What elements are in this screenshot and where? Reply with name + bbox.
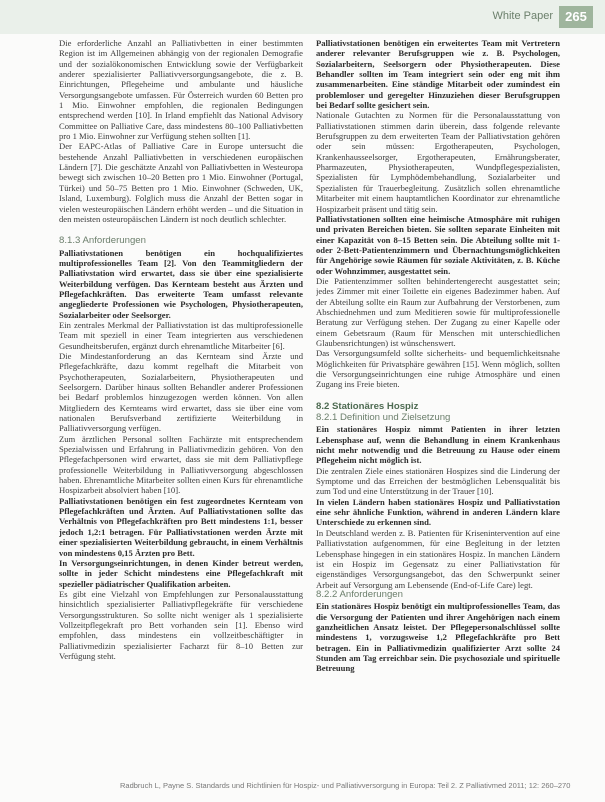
paragraph: Die Patientenzimmer sollten behindertengerecht ausgestattet sein; jedes Zimmer mit einer Toilette ein eigenes Badezimmer haben. Auf der Abteilung sollte ein Raum zur Aufbahrung der Verstorbenen, zum Abschiednehmen und zum Meditieren sowie für multiprofessionelle Beratung zur Verfügung stehen. Der Zugang zu einer Kapelle oder einem Gebetsraum (Raum für Menschen mit unterschiedlichen Glaubensrichtungen) ist wünschenswert.: [316, 275, 560, 348]
highlighted-paragraph: Palliativstationen benötigen ein erweitertes Team mit Vertretern anderer relevanter Berufsgruppen wie z. B. Psychologen, Sozialarbeitern, Seelsorgern oder Physiotherapeuten. Diese Behandler sollten im Team integriert sein oder eng mit ihm zusammenarbeiten. Eine ständige Mitarbeit oder zumindest ein problemloser und geregelter Hinzuziehen dieser Berufsgruppen bei Bedarf sollte gesichert sein.: [316, 38, 560, 111]
highlighted-paragraph: In Versorgungseinrichtungen, in denen Kinder betreut werden, sollte in jeder Schicht mindestens eine Pflegefachkraft mit spezieller pädiatrischer Qualifikation arbeiten.: [59, 557, 303, 589]
highlighted-paragraph: Palliativstationen sollten eine heimische Atmosphäre mit ruhigen und privaten Bereichen bieten. Sie sollten separate Einheiten mit einer Kapazität von 8–15 Betten sein. Die Abteilung sollte mit 1- oder 2-Bett-Patientenzimmern und Übernachtungsmöglichkeiten für Angehörige sowie Räumen für soziale Aktivitäten, z. B. Küche oder Wohnzimmer, ausgestattet sein.: [316, 213, 560, 276]
paragraph: Die zentralen Ziele eines stationären Hospizes sind die Linderung der Symptome und das Erreichen der bestmöglichen Lebensqualität bis zum Tod und eine Unterstützung in der Trauer [10].: [316, 465, 560, 497]
highlighted-paragraph: Ein stationäres Hospiz nimmt Patienten in ihrer letzten Lebensphase auf, wenn die Behandlung in einem Krankenhaus nicht mehr notwendig und die Betreuung zu Hause oder einem Pflegeheim nicht möglich ist.: [316, 424, 560, 466]
section-heading: 8.1.3 Anforderungen: [59, 235, 146, 247]
right-column: [316, 38, 560, 773]
section-heading: 8.2 Stationäres Hospiz: [316, 400, 419, 412]
highlighted-paragraph: Ein stationäres Hospiz benötigt ein multiprofessionelles Team, das die Versorgung der Patienten und ihrer Angehörigen nach einem ganzheitlichen Ansatz leistet. Der Pflegepersonalschlüssel sollte mindestens 1, vorzugsweise 1,2 Pflegefachkräfte pro Bett betragen. Ein in Palliativmedizin qualifizierter Arzt sollte 24 Stunden am Tag erreichbar sein. Die psychosoziale und spirituelle Betreuung: [316, 601, 560, 674]
paragraph: In Deutschland werden z. B. Patienten für Krisenintervention auf eine Palliativstation aufgenommen, für eine Begleitung in der letzten Lebensphase hingegen in ein stationäres Hospiz. In manchen Ländern ist ein Hospiz im Gegensatz zu einer Palliativstation für eigenständiges Versorgungsangebot, das den Schwerpunkt seiner Arbeit auf Versorgung am Lebensende (End-of-Life Care) legt.: [316, 527, 560, 590]
highlighted-paragraph: Palliativstationen benötigen ein hochqualifiziertes multiprofessionelles Team [2]. Von den Teammitgliedern der Palliativstation wird erwartet, dass sie über eine spezialisierte Weiterbildung verfügen. Das Kernteam besteht aus Ärzten und Pflegefachkräften. Das erweiterte Team umfasst relevante angegliederte Professionen wie Psychologen, Physiotherapeuten, Sozialarbeiter oder Seelsorger.: [59, 247, 303, 320]
page-number: 265: [559, 6, 593, 28]
paragraph: Ein zentrales Merkmal der Palliativstation ist das multiprofessionelle Team mit speziell in einer Team integrierten aus verschiedenen Gesundheitsberufen, ergänzt durch ehrenamtliche Mitarbeiter [6].: [59, 319, 303, 351]
paragraph: Zum ärztlichen Personal sollten Fachärzte mit entsprechendem Spezialwissen und Erfahrung in Palliativmedizin gehören. Von den Pflegefachpersonen wird erwartet, dass sie mit dem Palliativpflege professionelle Weiterbildung in Palliativversorgung abgeschlossen haben. Ehrenamtliche Mitarbeiter sollten einen Kurs für ehrenamtliche Hospizarbeit absolviert haben [10].: [59, 433, 303, 496]
section-heading: 8.2.1 Definition und Zielsetzung: [316, 412, 451, 424]
journal-section-label: White Paper: [492, 10, 553, 22]
section-heading: 8.2.2 Anforderungen: [316, 588, 403, 600]
paragraph: Nationale Gutachten zu Normen für die Personalausstattung von Palliativstationen stimmen darin überein, dass folgende relevante Berufsgruppen zu dem erweiterten Team der Palliativstation gehören oder sein müssen: Ergotherapeuten, Psychologen, Krankenhausseelsorger, Ergotherapeuten, Ernährungsberater, Pharmazeuten, Physiotherapeuten, Wundpflegespezialisten, Spezialisten für Lymphödembehandlung, Sozialarbeiter und Spezialisten für Trauerbegleitung. Zusätzlich sollen ehrenamtliche Mitarbeiter mit einem hauptamtlichen Koordinator zur ehrenamtliche Hospizarbeit präsent und tätig sein.: [316, 110, 560, 214]
paragraph: Der EAPC-Atlas of Palliative Care in Europe untersucht die bestehende Anzahl Palliativbetten in verschiedenen europäischen Ländern [7]. Die geschätzte Anzahl von Palliativbetten in Westeuropa bewegt sich zwischen 10–20 Betten pro 1 Mio. Einwohner (Portugal, Türkei) und 50–75 Betten pro 1 Mio. Einwohner (Schweden, UK, Island, Luxemburg). Folglich muss die Anzahl der Betten sogar in vielen westeuropäischen Ländern erhöht werden – und die Situation in den meisten osteuropäischen Ländern ist noch deutlich schlechter.: [59, 141, 303, 224]
highlighted-paragraph: Palliativstationen benötigen ein fest zugeordnetes Kernteam von Pflegefachkräften und Ärzten. Auf Palliativstationen sollte das Verhältnis von Pflegefachkräften pro Bett mindestens 1:1, besser jedoch 1,2:1 betragen. Für Palliativstationen werden Ärzte mit einer spezialisierten Weiterbildung gebraucht, in einem Verhältnis von mindestens 0,15 Ärzten pro Bett.: [59, 495, 303, 558]
paragraph: Das Versorgungsumfeld sollte sicherheits- und bequemlichkeitsnahe Möglichkeiten für Privatsphäre gewähren [15]. Wenn möglich, sollten die Versorgungseinrichtungen eine ruhige Atmosphäre und einen Zugang ins Freie bieten.: [316, 348, 560, 390]
highlighted-paragraph: In vielen Ländern haben stationäres Hospiz und Palliativstation eine sehr ähnliche Funktion, während in anderen Ländern klare Unterschiede zu erkennen sind.: [316, 496, 560, 528]
paragraph: Es gibt eine Vielzahl von Empfehlungen zur Personalausstattung hinsichtlich spezialisierter Palliativpflegekräfte für verschiedene Versorgungsstrukturen. So sollte nicht weniger als 1 spezialisierte Vollzeitpflegekraft pro Bett vorhanden sein [1]. Ebenso wird empfohlen, dass mindestens ein vollzeitbeschäftigter in Palliativmedizin spezialisierter Facharzt für 8–10 Betten zur Verfügung steht.: [59, 588, 303, 661]
left-column: [59, 38, 303, 773]
header-bar: [0, 0, 605, 34]
paragraph: Die Mindestanforderung an das Kernteam sind Ärzte und Pflegefachkräfte, dazu kommt regelhaft die Mitarbeit von Psychotherapeuten, Sozialarbeitern, Physiotherapeuten und Seelsorgern. Darüber hinaus sollten Behandler anderer Professionen bei Bedarf problemlos hinzugezogen werden können. Von allen Mitgliedern des Kernteams wird erwartet, dass sie über eine vom nationalen Berufsverband zertifizierte Weiterbildung in Palliativversorgung verfügen.: [59, 350, 303, 434]
paragraph: Die erforderliche Anzahl an Palliativbetten in einer bestimmten Region ist im Allgemeinen abhängig von der regionalen Demografie und der sozialökonomischen Entwicklung sowie der Verfügbarkeit anderer spezialisierter Palliativversorgungsangebote, die z. B. Einrichtungen, Pflegeheime und ambulante und häusliche Versorgungsangebote umfassen. Für Österreich wurden 60 Betten pro 1 Mio. Einwohner empfohlen, die regionalen Bedingungen entsprechend werden [10]. In Irland empfiehlt das National Advisory Committee on Palliative Care, dass mindestens 80–100 Palliativbetten pro 1 Mio. Einwohner zur Verfügung stehen sollten [1].: [59, 38, 303, 142]
footer-citation: Radbruch L, Payne S. Standards und Richtlinien für Hospiz- und Palliativversorgung in Europa: Teil 2. Z Palliativmed 2011; 12: 260–270: [120, 781, 571, 790]
